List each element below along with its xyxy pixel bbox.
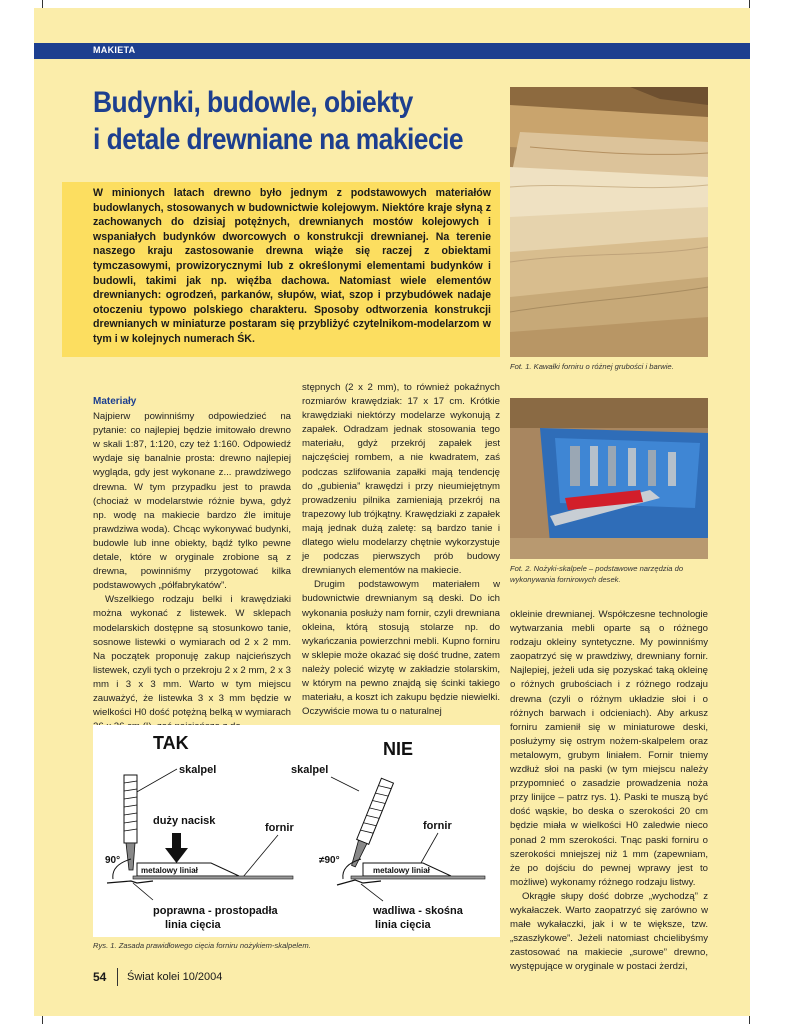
section-label: MAKIETA bbox=[93, 45, 136, 55]
lead-paragraph: W minionych latach drewno było jednym z podstawowych materiałów budowlanych, stosowanych w budownictwie kolejowym. Niektóre kraje słyną z zachowanych do dzisiaj potężnych, drewnianych mostów kolejowych i wspaniałych budynków dworcowych o konstrukcji drewnianej. Na terenie naszego kraju zastosowanie drewna wiąże się raczej z obiektami tymczasowymi, prowizorycznymi lub z określonymi elementami budynków i budowli, takimi jak np. więźba dachowa. Natomiast wiele elementów drewnianych: ogrodzeń, parkanów, słupów, wiat, szop i przybudówek nadaje otoczeniu typowo polskiego charakteru. Sposoby odtworzenia konstrukcji drewnianych w miniaturze postaram się przybliżyć czytelnikom-modelarzom w tym i w kolejnych numerach ŚK. bbox=[93, 187, 491, 345]
photo-2-caption: Fot. 2. Nożyki-skalpele – podstawowe narzędzia do wykonywania fornirowych desek. bbox=[510, 564, 684, 584]
scalpel-handle-left bbox=[124, 775, 137, 843]
leader-line bbox=[243, 835, 278, 877]
section-subheading: Materiały bbox=[93, 396, 137, 407]
magazine-issue: Świat kolei 10/2004 bbox=[127, 971, 223, 983]
veneer-sheet-left bbox=[133, 876, 293, 879]
leader-line bbox=[361, 884, 383, 901]
veneer-photo bbox=[510, 87, 708, 357]
text-column-3 bbox=[510, 608, 708, 974]
text-column-2 bbox=[302, 381, 500, 719]
footer-divider bbox=[117, 968, 118, 986]
leader-line bbox=[133, 883, 153, 900]
crop-mark bbox=[42, 1016, 43, 1024]
diagram-caption: Rys. 1. Zasada prawidłowego cięcia forniru nożykiem-skalpelem. bbox=[93, 941, 311, 950]
cut-line-label-left: linia cięcia bbox=[165, 919, 221, 931]
cutting-diagram bbox=[93, 725, 500, 937]
pressure-arrow-shaft bbox=[172, 833, 181, 849]
crop-mark bbox=[42, 0, 43, 8]
section-bar bbox=[34, 43, 750, 59]
angle-label-left: 90° bbox=[105, 855, 121, 866]
pressure-arrow-head bbox=[165, 848, 188, 863]
scalpel-right bbox=[347, 778, 394, 868]
scalpel-blade-left bbox=[126, 843, 135, 870]
veneer-photo-art bbox=[510, 87, 708, 357]
no-label: NIE bbox=[383, 739, 414, 759]
cutting-diagram-art bbox=[93, 725, 500, 937]
pressure-label: duży nacisk bbox=[153, 815, 216, 827]
cut-line-label-right: linia cięcia bbox=[375, 919, 431, 931]
veneer-label-right: fornir bbox=[423, 820, 452, 832]
article-title bbox=[93, 84, 463, 158]
angle-label-right: ≠90° bbox=[319, 855, 340, 866]
veneer-label-left: fornir bbox=[265, 822, 294, 834]
body-paragraph: okleinie drewnianej. Współczesne technologie wytwarzania mebli oparte są o różnego rodzaju okleiny syntetyczne. My powinniśmy zaopatrzyć się w prawdziwy, drewniany fornir. Najlepiej, jeżeli uda się pozyskać taką okleinę o różnych grubościach i z różnego rodzaju drewna (czyli o różnym układzie słoi i o różnych barwach i odcieniach). Aby arkusz forniru zamienił się w miniaturowe deski, posłużymy się ostrym nożem-skalpelem oraz metalowym, grubym liniałem. Fornir tniemy wzdłuż słoi na paski (w tym miejscu należy przypomnieć o zasadzie prowadzenia noża przy linijce – patrz rys. 1). Paski te muszą być dość wąskie, bo deska o szerokości 20 cm będzie miała w wielkości H0 zaledwie nieco ponad 2 mm szerokości. Tnąc paski forniru o szerokości mniejszej niż 1 mm (zapewniam, że po dojściu do pewnej wprawy jest to możliwe) wykonamy różnego rodzaju listwy. bbox=[510, 609, 708, 888]
body-paragraph: stępnych (2 x 2 mm), to również pokaźnych rozmiarów krawędziak: 17 x 17 cm. Krótkie krawędziaki niektórzy modelarze wykonują z zapałek. Odradzam jednak stosowania tego materiału, gdyż przekrój zapałek jest najczęściej rombem, a nie kwadratem, zaś podczas szlifowania zapałki mają tendencję do „gubienia” krawędzi i przy nieumiejętnym prowadzeniu pilnika zamieniają przekrój na trapezowy lub trójkątny. Krawędziaki z zapałek mają jednak dużą zaletę: są bardzo tanie i dlatego wielu modelarzy chętnie wykorzystuje je podczas pierwszych prób budowy drewnianych elementów na makiecie. bbox=[302, 382, 500, 577]
body-paragraph: Wszelkiego rodzaju belki i krawędziaki można wykonać z listewek. W sklepach modelarskich dostępne są stosunkowo tanie, sosnowe listewki o wymiarach od 2 x 2 mm. Na początek proponuję zakup najcieńszych listewek, czyli tych o przekroju 2 x 2 mm, 2 x 3 mm i 3 x 3 mm. Warto w tym miejscu zauważyć, że listewka 3 x 3 mm będzie w wielkości H0 dość potężną belką w wymiarach bbox=[93, 594, 291, 719]
title-line-1: Budynki, budowle, obiekty bbox=[93, 86, 413, 119]
body-paragraph: Najpierw powinniśmy odpowiedzieć na pytanie: co najlepiej będzie imitowało drewno w skali 1:87, 1:120, czy też 1:160. Odpowiedź wydaje się banalnie prosta: drewno najlepiej wygląda, gdy jest wykonane z... prawdziwego drewna. W tym przypadku jest to prawda (chociaż w modelarstwie różnie bywa, gdyż np. wodę na makiecie bardzo źle imituje prawdziwa woda). Chcąc wykonywać budynki, budowle lub inne obiekty, bądź tylko pewne detale, które w oryginale zrobione są z drewna, powinniśmy przygotować kilka podstawowych „półfabrykatów”. bbox=[93, 411, 291, 592]
veneer-sheet-right bbox=[351, 876, 485, 879]
crop-mark bbox=[749, 1016, 750, 1024]
title-line-2: i detale drewniane na makiecie bbox=[93, 123, 464, 156]
scalpel-label-left: skalpel bbox=[179, 764, 217, 776]
photo-1-caption: Fot. 1. Kawałki forniru o różnej grubości i barwie. bbox=[510, 362, 674, 371]
incorrect-cut-label: wadliwa - skośna bbox=[373, 905, 463, 917]
cut-line-right bbox=[337, 880, 381, 885]
scalpel-set-photo-art bbox=[510, 398, 708, 559]
text-column-1 bbox=[93, 395, 291, 734]
cut-line-left bbox=[107, 881, 153, 883]
body-paragraph: Drugim podstawowym materiałem w budownictwie drewnianym są deski. Do ich wykonania posłuży nam fornir, czyli drewniana okleina, którą stosują stolarze np. do wykańczania powierzchni mebli. Kupno forniru w sklepie może okazać się dość trudne, zatem należy polecić wizytę w zakładzie stolarskim, w którym na pewno znajdą się ścinki takiego materiału, a koszt ich zakupu będzie niewielki. Oczywiście mowa tu o naturalnej bbox=[302, 579, 500, 718]
ruler-label-left: metalowy liniał bbox=[141, 866, 198, 875]
scalpel-set-photo bbox=[510, 398, 708, 559]
scalpel-label-right: skalpel bbox=[291, 764, 329, 776]
leader-line bbox=[331, 777, 359, 791]
page-number: 54 bbox=[93, 970, 107, 984]
crop-mark bbox=[749, 0, 750, 8]
ruler-label-right: metalowy liniał bbox=[373, 866, 430, 875]
correct-cut-label: poprawna - prostopadła bbox=[153, 905, 278, 917]
yes-label: TAK bbox=[153, 733, 189, 753]
leader-line bbox=[135, 769, 177, 793]
body-paragraph: Okrągłe słupy dość dobrze „wychodzą” z wykałaczek. Warto zaopatrzyć się zarówno w małe wykałaczki, jak i w te większe, tzw. „szaszłykowe”. Jeżeli natomiast chcielibyśmy zastosować na makiecie „surowe” drewno, występujące w oryginale w postaci żerdzi, bbox=[510, 890, 708, 973]
